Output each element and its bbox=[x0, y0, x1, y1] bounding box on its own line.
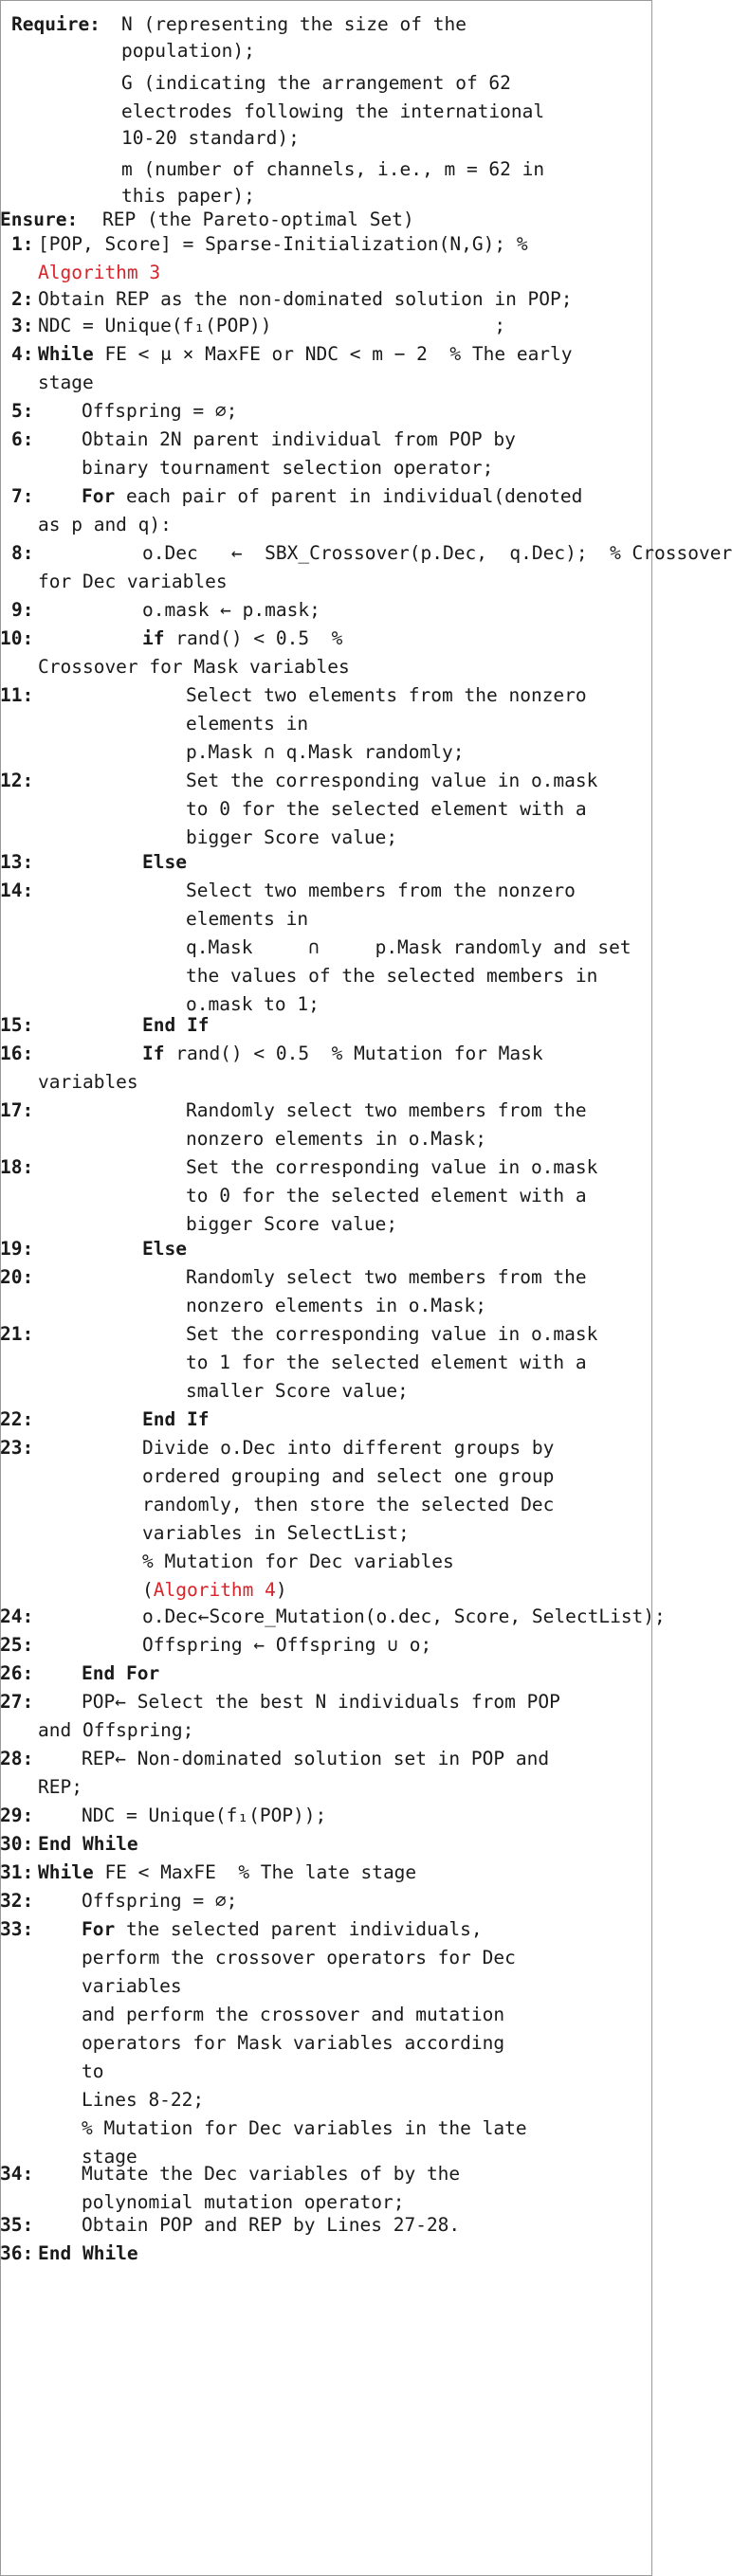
line-number: 30: bbox=[0, 1833, 34, 1855]
line-number: 3: bbox=[11, 315, 34, 336]
step-text: the values of the selected members in bbox=[186, 965, 598, 987]
step-text: stage bbox=[82, 2146, 137, 2168]
step-text: Offspring ← Offspring ∪ o; bbox=[142, 1634, 432, 1656]
step-text: elements in bbox=[186, 713, 309, 735]
step-text: polynomial mutation operator; bbox=[82, 2191, 405, 2213]
step-text: % Mutation for Dec variables in the late bbox=[82, 2117, 527, 2139]
ensure-label: Ensure: bbox=[0, 209, 79, 230]
line-number: 35: bbox=[0, 2214, 34, 2236]
line-number: 10: bbox=[0, 627, 34, 649]
line-number: 28: bbox=[0, 1748, 34, 1769]
step-text: elements in bbox=[186, 908, 309, 930]
line-number: 25: bbox=[0, 1634, 34, 1656]
step-text: REP← Non-dominated solution set in POP and bbox=[82, 1748, 550, 1769]
line-number: 21: bbox=[0, 1323, 34, 1345]
step-text: o.Dec←Score_Mutation(o.dec, Score, SelectList); bbox=[142, 1605, 666, 1627]
step-text: Randomly select two members from the bbox=[186, 1099, 587, 1121]
step-text: While FE < μ × MaxFE or NDC < m − 2 % The early bbox=[38, 343, 573, 365]
step-text: to 0 for the selected element with a bbox=[186, 1185, 587, 1206]
line-number: 20: bbox=[0, 1266, 34, 1288]
line-number: 5: bbox=[11, 400, 34, 422]
line-number: 19: bbox=[0, 1238, 34, 1260]
line-number: 15: bbox=[0, 1014, 34, 1036]
step-text: and perform the crossover and mutation bbox=[82, 2004, 505, 2025]
step-text: % Mutation for Dec variables bbox=[142, 1551, 454, 1572]
step-text: Obtain POP and REP by Lines 27-28. bbox=[82, 2214, 461, 2236]
line-number: 17: bbox=[0, 1099, 34, 1121]
step-text: bigger Score value; bbox=[186, 826, 398, 848]
step-text: If rand() < 0.5 % Mutation for Mask bbox=[142, 1043, 543, 1064]
step-text: Select two members from the nonzero bbox=[186, 880, 576, 901]
step-text: While FE < MaxFE % The late stage bbox=[38, 1861, 417, 1883]
line-number: 11: bbox=[0, 684, 34, 706]
require-line: G (indicating the arrangement of 62 bbox=[121, 72, 511, 94]
line-number: 9: bbox=[11, 599, 34, 621]
line-number: 7: bbox=[11, 485, 34, 507]
require-line: N (representing the size of the bbox=[121, 13, 467, 35]
step-text: randomly, then store the selected Dec bbox=[142, 1494, 555, 1515]
line-number: 32: bbox=[0, 1890, 34, 1912]
step-text: operators for Mask variables according bbox=[82, 2032, 505, 2054]
step-text: Obtain 2N parent individual from POP by bbox=[82, 428, 516, 450]
step-text: q.Mask ∩ p.Mask randomly and set bbox=[186, 936, 631, 958]
step-text: NDC = Unique(f₁(POP)); bbox=[82, 1805, 327, 1826]
step-text: if rand() < 0.5 % bbox=[142, 627, 343, 649]
step-text: Algorithm 3 bbox=[38, 262, 161, 283]
step-text: variables bbox=[38, 1071, 138, 1093]
step-text: for Dec variables bbox=[38, 571, 228, 592]
line-number: 16: bbox=[0, 1043, 34, 1064]
step-text: smaller Score value; bbox=[186, 1380, 409, 1402]
step-text: Set the corresponding value in o.mask bbox=[186, 1156, 598, 1178]
require-line: m (number of channels, i.e., m = 62 in bbox=[121, 158, 545, 180]
step-text: (Algorithm 4) bbox=[142, 1579, 287, 1601]
step-text: to 1 for the selected element with a bbox=[186, 1351, 587, 1373]
step-text: Randomly select two members from the bbox=[186, 1266, 587, 1288]
line-number: 12: bbox=[0, 770, 34, 791]
step-text: Set the corresponding value in o.mask bbox=[186, 1323, 598, 1345]
step-text: Divide o.Dec into different groups by bbox=[142, 1437, 555, 1459]
line-number: 1: bbox=[11, 233, 34, 255]
ensure-text: REP (the Pareto-optimal Set) bbox=[102, 209, 414, 230]
step-text: o.mask ← p.mask; bbox=[142, 599, 320, 621]
line-number: 29: bbox=[0, 1805, 34, 1826]
line-number: 34: bbox=[0, 2163, 34, 2185]
line-number: 18: bbox=[0, 1156, 34, 1178]
step-text: NDC = Unique(f₁(POP)) ; bbox=[38, 315, 506, 336]
step-text: nonzero elements in o.Mask; bbox=[186, 1128, 486, 1150]
line-number: 8: bbox=[11, 542, 34, 564]
line-number: 2: bbox=[11, 288, 34, 310]
line-number: 26: bbox=[0, 1662, 34, 1684]
step-text: as p and q): bbox=[38, 514, 172, 535]
step-text: o.Dec ← SBX_Crossover(p.Dec, q.Dec); % Crossover bbox=[142, 542, 732, 564]
line-number: 6: bbox=[11, 428, 34, 450]
require-label: Require: bbox=[11, 13, 101, 35]
step-text: Else bbox=[142, 851, 187, 873]
step-text: End While bbox=[38, 1833, 138, 1855]
step-text: Offspring = ∅; bbox=[82, 1890, 238, 1912]
step-text: Else bbox=[142, 1238, 187, 1260]
step-text: to bbox=[82, 2060, 104, 2082]
require-line: this paper); bbox=[121, 185, 255, 207]
line-number: 27: bbox=[0, 1691, 34, 1713]
step-text: o.mask to 1; bbox=[186, 993, 320, 1015]
line-number: 31: bbox=[0, 1861, 34, 1883]
require-line: 10-20 standard); bbox=[121, 127, 300, 149]
step-text: End If bbox=[142, 1408, 210, 1430]
step-text: [POP, Score] = Sparse-Initialization(N,G); % bbox=[38, 233, 528, 255]
step-text: Crossover for Mask variables bbox=[38, 656, 350, 678]
step-text: For the selected parent individuals, bbox=[82, 1918, 483, 1940]
require-line: population); bbox=[121, 40, 255, 62]
step-text: End If bbox=[142, 1014, 210, 1036]
step-text: Obtain REP as the non-dominated solution in POP; bbox=[38, 288, 573, 310]
step-text: nonzero elements in o.Mask; bbox=[186, 1295, 486, 1316]
line-number: 13: bbox=[0, 851, 34, 873]
step-text: For each pair of parent in individual(denoted bbox=[82, 485, 583, 507]
step-text: binary tournament selection operator; bbox=[82, 457, 494, 479]
line-number: 22: bbox=[0, 1408, 34, 1430]
step-text: Set the corresponding value in o.mask bbox=[186, 770, 598, 791]
line-number: 24: bbox=[0, 1605, 34, 1627]
step-text: POP← Select the best N individuals from POP bbox=[82, 1691, 560, 1713]
step-text: REP; bbox=[38, 1776, 82, 1798]
step-text: Lines 8-22; bbox=[82, 2089, 205, 2111]
step-text: End For bbox=[82, 1662, 160, 1684]
step-text: variables in SelectList; bbox=[142, 1522, 410, 1544]
step-text: variables bbox=[82, 1975, 182, 1997]
line-number: 4: bbox=[11, 343, 34, 365]
step-text: to 0 for the selected element with a bbox=[186, 798, 587, 820]
step-text: perform the crossover operators for Dec bbox=[82, 1947, 516, 1968]
line-number: 33: bbox=[0, 1918, 34, 1940]
step-text: p.Mask ∩ q.Mask randomly; bbox=[186, 741, 465, 763]
step-text: bigger Score value; bbox=[186, 1213, 398, 1235]
step-text: Select two elements from the nonzero bbox=[186, 684, 587, 706]
require-line: electrodes following the international bbox=[121, 100, 545, 122]
step-text: ordered grouping and select one group bbox=[142, 1465, 555, 1487]
line-number: 23: bbox=[0, 1437, 34, 1459]
step-text: End While bbox=[38, 2242, 138, 2264]
line-number: 14: bbox=[0, 880, 34, 901]
step-text: Mutate the Dec variables of by the bbox=[82, 2163, 461, 2185]
line-number: 36: bbox=[0, 2242, 34, 2264]
step-text: and Offspring; bbox=[38, 1719, 194, 1741]
step-text: stage bbox=[38, 372, 94, 393]
step-text: Offspring = ∅; bbox=[82, 400, 238, 422]
